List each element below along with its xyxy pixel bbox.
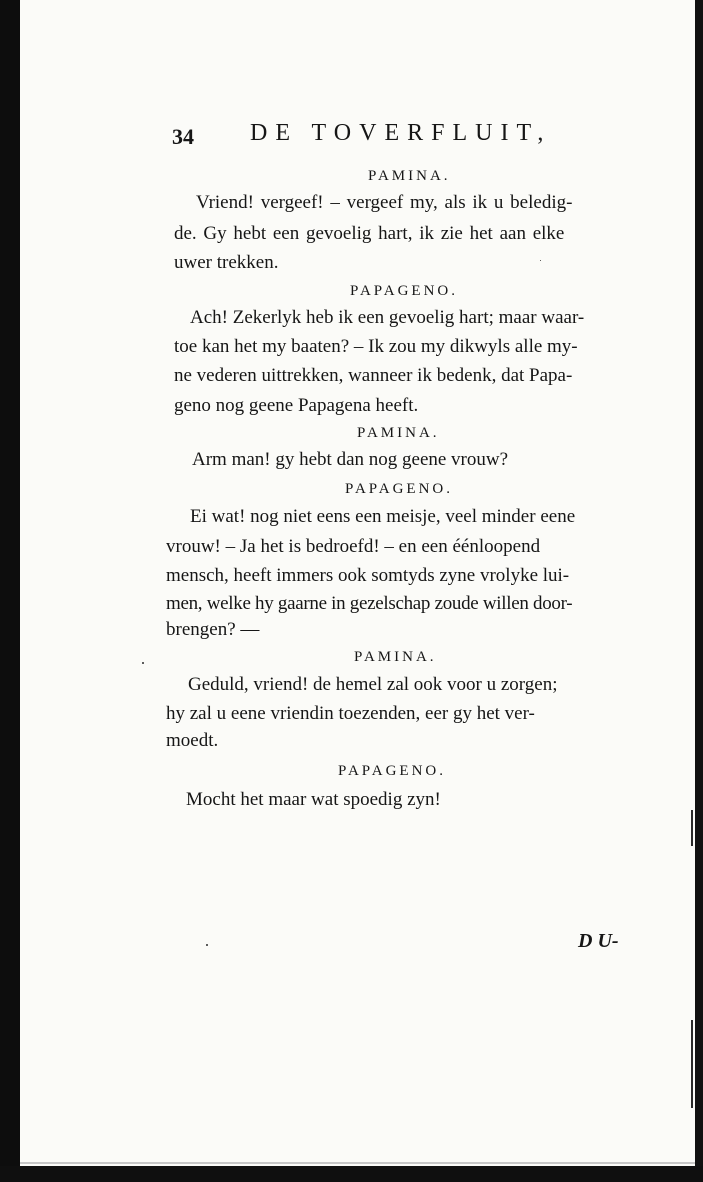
scan-mark [691, 810, 693, 846]
speaker-name: PAMINA. [368, 168, 451, 184]
dialogue-line: toe kan het my baaten? – Ik zou my dikwyls alle my- [174, 336, 578, 357]
page-header [172, 120, 592, 154]
dialogue-line: men, welke hy gaarne in gezelschap zoude willen door- [166, 593, 573, 614]
dialogue-line: Arm man! gy hebt dan nog geene vrouw? [192, 449, 509, 470]
dialogue-line: hy zal u eene vriendin toezenden, eer gy het ver- [166, 703, 535, 724]
dialogue-line: mensch, heeft immers ook somtyds zyne vrolyke lui- [166, 565, 570, 586]
dialogue-line: geno nog geene Papagena heeft. [174, 395, 419, 416]
dialogue-line: brengen? — [166, 619, 260, 640]
dialogue-line: ne vederen uittrekken, wanneer ik bedenk, dat Papa- [174, 365, 573, 386]
ink-speck [206, 944, 208, 946]
dialogue-line: Geduld, vriend! de hemel zal ook voor u zorgen; [188, 674, 558, 695]
speaker-name: PAMINA. [354, 649, 437, 665]
catchword: D U- [578, 930, 619, 952]
dialogue-line: Vriend! vergeef! – vergeef my, als ik u beledig- [196, 192, 573, 213]
dialogue-line: Ach! Zekerlyk heb ik een gevoelig hart; maar waar- [190, 307, 585, 328]
dialogue-line: moedt. [166, 730, 219, 751]
speaker-name: PAMINA. [357, 425, 440, 441]
dialogue-line: de. Gy hebt een gevoelig hart, ik zie het aan elke [174, 223, 565, 244]
scan-edge-bottom [0, 1166, 703, 1182]
speaker-name: PAPAGENO. [345, 481, 454, 497]
page-bottom-edge-line [20, 1162, 695, 1164]
dialogue-line: Ei wat! nog niet eens een meisje, veel minder eene [190, 506, 576, 527]
dialogue-line: vrouw! – Ja het is bedroefd! – en een éénloopend [166, 536, 541, 557]
page-number: 34 [172, 124, 194, 149]
ink-speck [142, 662, 144, 664]
speaker-name: PAPAGENO. [338, 763, 447, 779]
speaker-name: PAPAGENO. [350, 283, 459, 299]
ink-speck [540, 260, 541, 261]
scan-edge-left [0, 0, 20, 1182]
dialogue-line: Mocht het maar wat spoedig zyn! [186, 789, 441, 810]
scan-mark [691, 1020, 693, 1108]
running-title: DE TOVERFLUIT, [250, 120, 552, 146]
dialogue-line: uwer trekken. [174, 252, 279, 273]
scan-edge-right [695, 0, 703, 1182]
